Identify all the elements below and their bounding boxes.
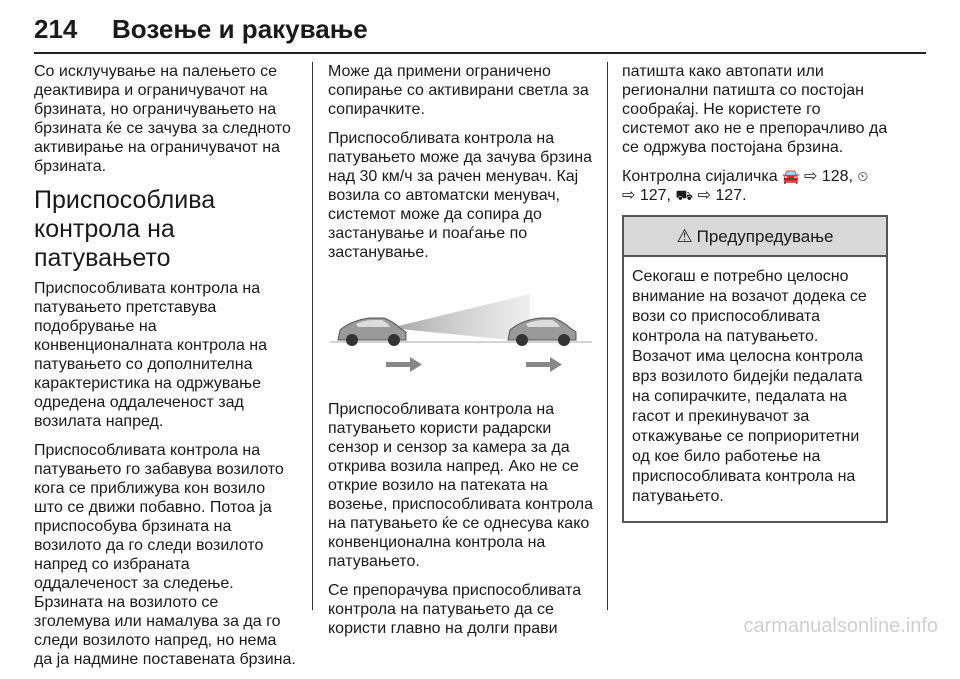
- acc-paragraph-1: Приспособливата контрола на патувањето претставува подобрување на конвенционалната контрола на патувањето со дополнителна карактеристика на одржување одредена оддалеченост зад возилата напред.: [34, 280, 268, 430]
- warning-text: Секогаш е потребно целосно внимание на возачот додека се вози со приспособливата контрола на патувањето. Возачот има целосна контрола врз возилото бидејќи педалата на сопирачките, педалата на гасот и прекинувачот за откажување се поприоритетни од кое било работење на приспособливата контрола на патувањето.: [632, 268, 867, 505]
- page-number: 214: [34, 14, 78, 44]
- col2-paragraph-2: Приспособливата контрола на патувањето може да зачува брзина над 30 км/ч за рачен менувач. Кај возила со автоматски менувач, системот може да сопира до застанување и поаѓање по застанување.: [328, 130, 593, 261]
- radar-diagram-svg: [330, 278, 592, 386]
- page-reference-icon: ⇨: [803, 168, 818, 185]
- page-reference-icon: ⇨: [622, 187, 636, 204]
- distance-indicator-icon: ⛟: [675, 187, 694, 203]
- page-title: Возење и ракување: [112, 14, 368, 44]
- ref-page-3[interactable]: 127.: [715, 187, 747, 204]
- warning-title: Предупредување: [696, 226, 834, 246]
- warning-triangle-icon: ⚠: [676, 225, 693, 246]
- page-header: [34, 14, 926, 54]
- col2-paragraph-3: Приспособливата контрола на патувањето користи радарски сензор и сензор за камера за да открива возила напред. Ако не се открие возило на патеката на возење, приспособливата контрола на патувањето ќе се однесува како конвенционална контрола на патувањето.: [328, 401, 594, 570]
- warning-header: [624, 217, 886, 257]
- column-1: [34, 62, 296, 679]
- intro-paragraph: Со исклучување на палењето се деактивира и ограничувачот на брзината, но ограничувањето на брзината ќе се зачува за следното активирање на ограничувачот на брзината.: [34, 63, 291, 175]
- car-icon: 🚘: [782, 168, 800, 184]
- ref-label: Контролна сијаличка: [622, 168, 778, 185]
- acc-paragraph-2: Приспособливата контрола на патувањето го забавува возилото кога се приближува кон возило што се движи побавно. Потоа ја приспособува брзината на возилото да го следи возилото напред со избраната оддалеченост за следење. Брзината на возилото се зголемува или намалува за да го следи возилото напред, но нема да ја надмине поставената брзина.: [34, 442, 296, 668]
- ref-page-2[interactable]: 127,: [639, 187, 671, 204]
- col3-paragraph-1: патишта како автопати или регионални патишта со постојан сообраќај. Не користете го системот ако не е препорачливо да се одржува постојана брзина.: [622, 63, 888, 156]
- indicator-references: [622, 167, 888, 205]
- warning-box: [622, 215, 888, 523]
- column-divider-1: [312, 62, 313, 610]
- direction-arrow-left: [386, 357, 422, 372]
- warning-body: [624, 257, 886, 521]
- section-heading: Приспособлива контрола на патувањето: [34, 186, 216, 272]
- column-divider-2: [607, 62, 608, 610]
- watermark: carmanualsonline.info: [743, 615, 938, 637]
- ref-page-1[interactable]: 128,: [821, 168, 853, 185]
- page-reference-icon: ⇨: [697, 187, 711, 204]
- direction-arrow-right: [526, 357, 562, 372]
- column-3: [622, 62, 888, 523]
- col2-paragraph-1: Може да примени ограничено сопирање со активирани светла за сопирачките.: [328, 63, 589, 118]
- cruise-control-icon: ⏲: [857, 168, 869, 184]
- column-2: [328, 62, 596, 648]
- radar-sensing-diagram: [330, 278, 592, 386]
- col2-paragraph-4: Се препорачува приспособливата контрола на патувањето да се користи главно на долги прави: [328, 582, 582, 637]
